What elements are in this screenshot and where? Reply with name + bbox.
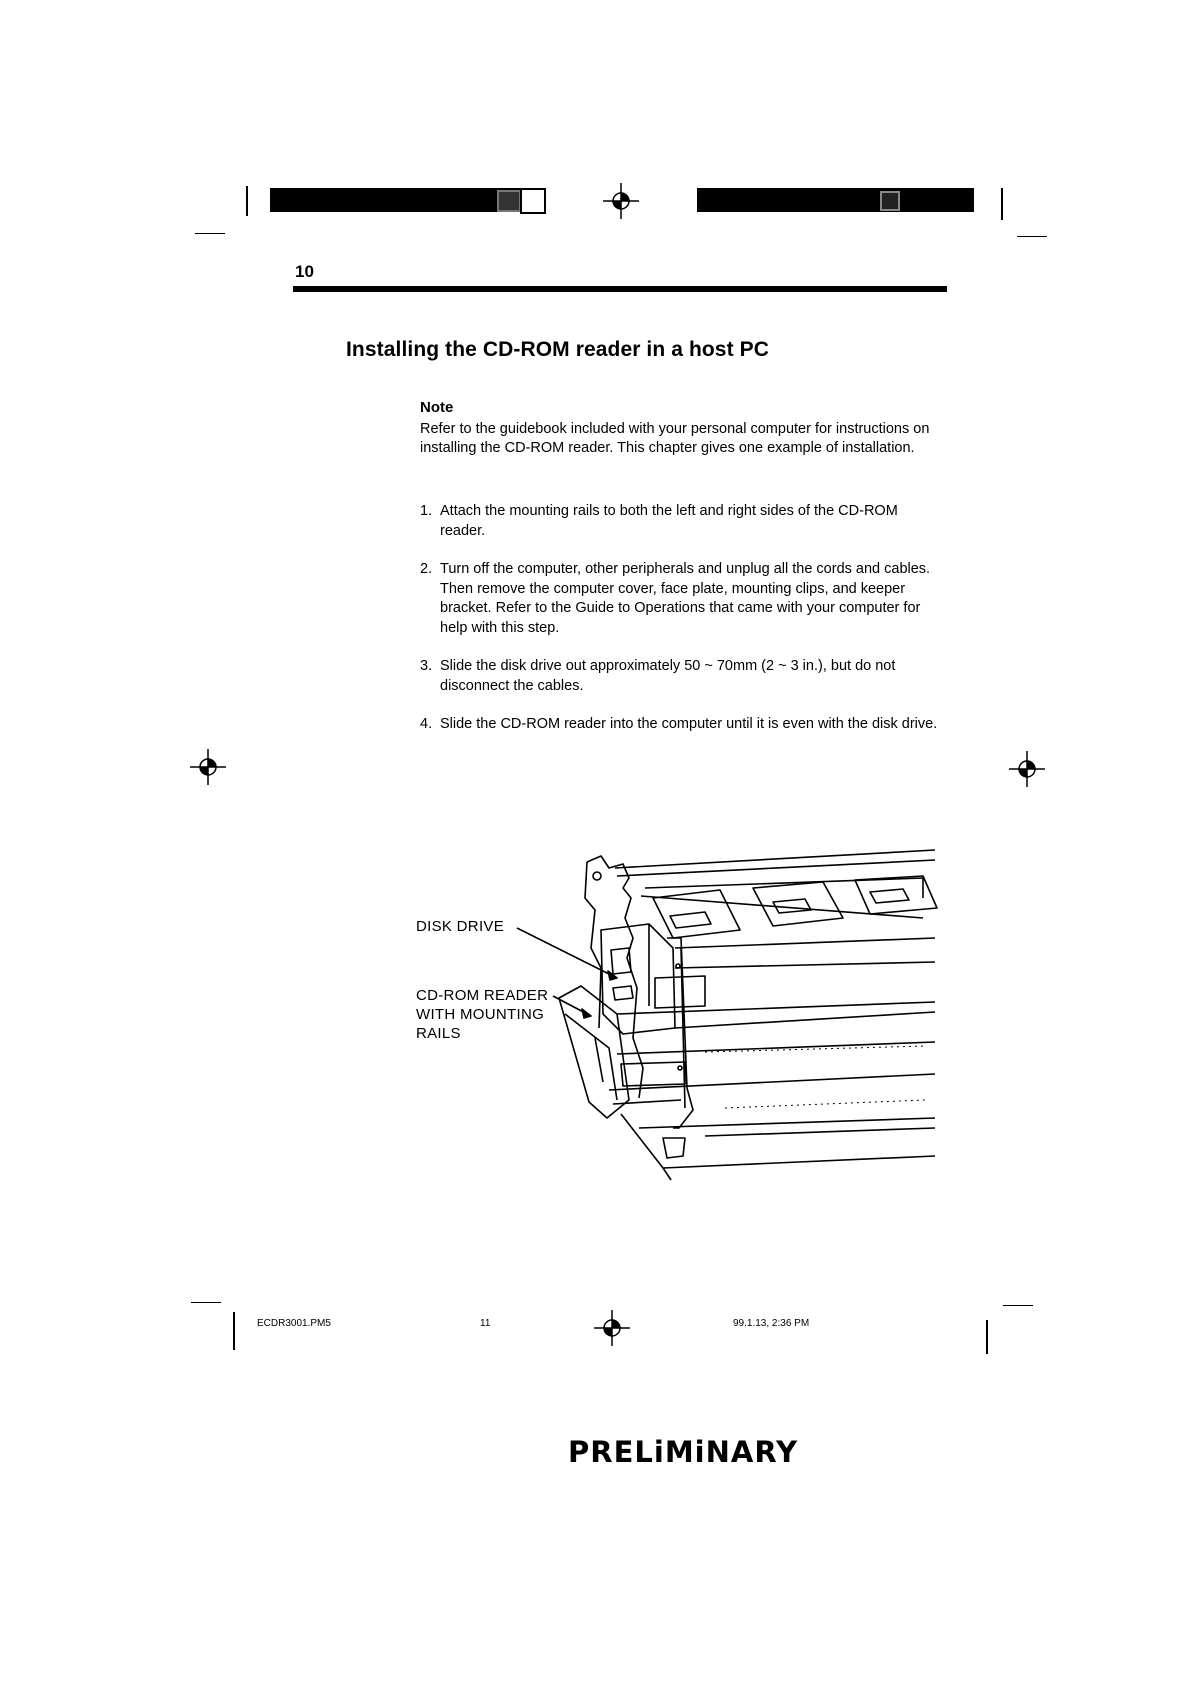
list-item xyxy=(420,560,940,638)
figure-label-line: WITH MOUNTING xyxy=(416,1006,545,1023)
step-text: Slide the CD-ROM reader into the computer until it is even with the disk drive. xyxy=(440,716,938,732)
registration-mark-icon xyxy=(1009,751,1045,787)
bar-box xyxy=(497,190,521,212)
figure-label-line: CD-ROM READER xyxy=(416,987,549,1004)
bar-box xyxy=(880,191,900,211)
step-text: Slide the disk drive out approximately 50 ~ 70mm (2 ~ 3 in.), but do not disconnect the cables. xyxy=(440,658,896,694)
note-label: Note xyxy=(420,399,454,416)
registration-mark-icon xyxy=(594,1310,630,1346)
registration-mark-icon xyxy=(190,749,226,785)
crop-mark xyxy=(986,1320,988,1354)
figure-label-line: RAILS xyxy=(416,1025,461,1042)
registration-mark-icon xyxy=(603,183,639,219)
crop-mark xyxy=(191,1302,221,1303)
header-bar-left xyxy=(270,188,545,212)
steps-list xyxy=(420,502,940,735)
step-text: Turn off the computer, other peripherals and unplug all the cords and cables. Then remove the computer cover, face plate, mounting clips, and keeper bracket. Refer to the Guide to Operations that came with your computer for help with this step. xyxy=(440,561,931,636)
section-title: Installing the CD-ROM reader in a host PC xyxy=(346,338,769,361)
preliminary-stamp: PRELiMiNARY xyxy=(568,1435,799,1469)
footer-timestamp: 99.1.13, 2:36 PM xyxy=(733,1318,810,1329)
footer-sheet: 11 xyxy=(480,1318,491,1329)
step-text: Attach the mounting rails to both the left and right sides of the CD-ROM reader. xyxy=(440,503,898,539)
list-item xyxy=(420,657,940,696)
list-item xyxy=(420,715,940,735)
step-number: 4. xyxy=(420,716,433,732)
crop-mark xyxy=(1003,1305,1033,1306)
crop-mark xyxy=(1001,188,1003,220)
bar-box xyxy=(520,188,546,214)
crop-mark xyxy=(233,1312,235,1350)
header-rule xyxy=(293,286,947,292)
figure-label-disk-drive: DISK DRIVE xyxy=(416,918,505,935)
crop-mark xyxy=(246,186,248,216)
step-number: 1. xyxy=(420,503,433,519)
step-number: 2. xyxy=(420,561,433,577)
steps-block xyxy=(420,502,940,754)
footer-filename: ECDR3001.PM5 xyxy=(257,1318,331,1329)
note-text: Refer to the guidebook included with your personal computer for instructions on installing the CD-ROM reader. This chapter gives one example of installation. xyxy=(420,420,930,456)
crop-mark xyxy=(195,233,225,234)
list-item xyxy=(420,502,940,541)
note-block xyxy=(420,398,940,459)
page-number: 10 xyxy=(295,262,314,281)
header-bar-right xyxy=(697,188,974,212)
step-number: 3. xyxy=(420,658,433,674)
installation-illustration xyxy=(505,838,950,1183)
crop-mark xyxy=(1017,236,1047,237)
